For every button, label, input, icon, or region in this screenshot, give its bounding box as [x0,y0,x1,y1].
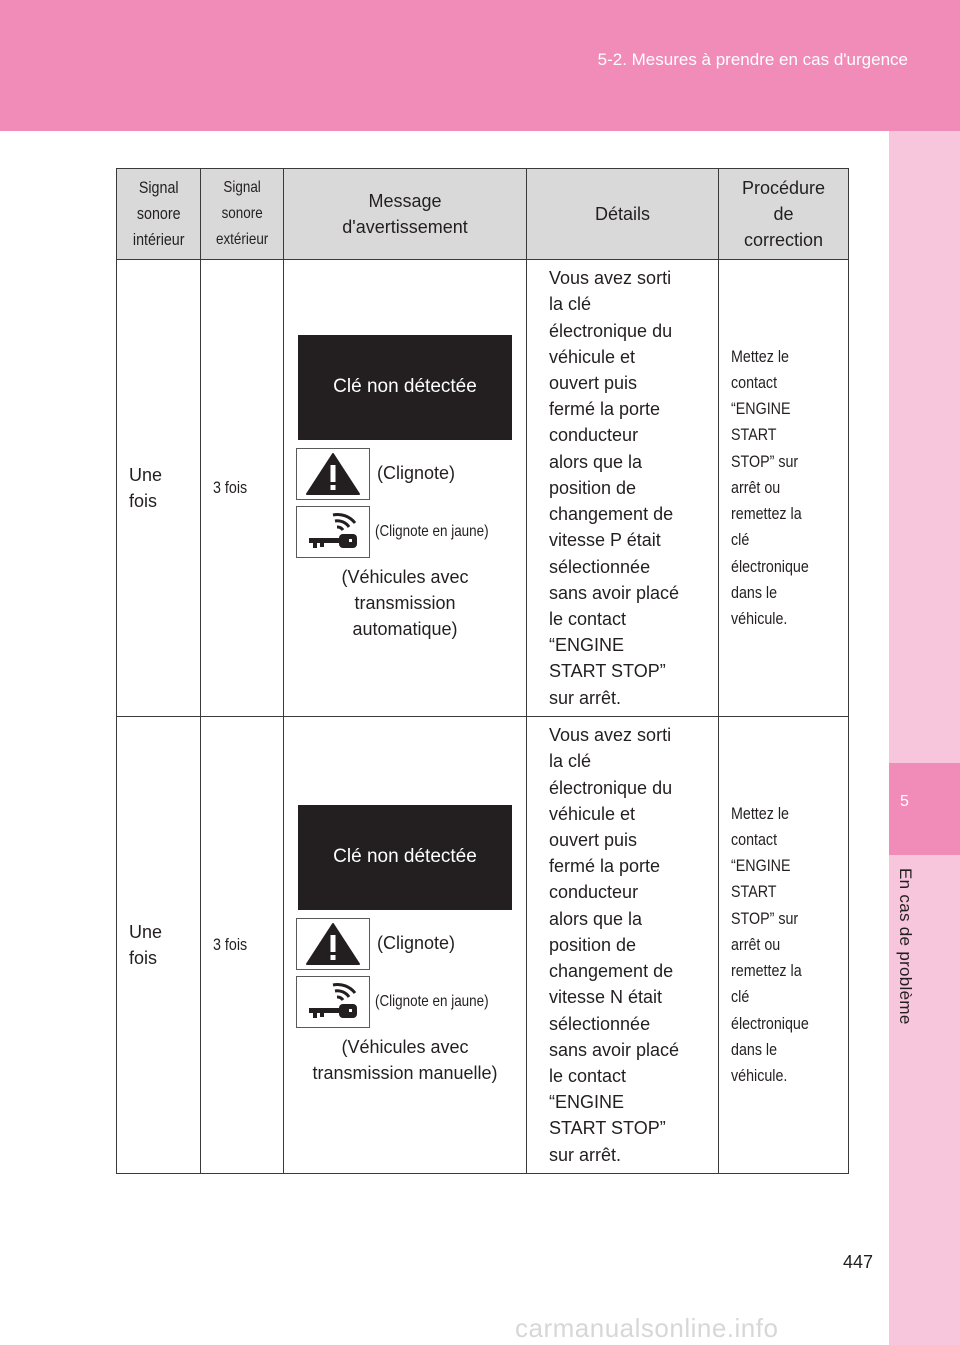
chapter-title: En cas de problème [896,868,915,1025]
details-cell: Vous avez sorti la clé électronique du véhicule et ouvert puis fermé la porte conducteur alors que la position de changement de vitesse P était sélectionnée sans avoir placé le contact “ENGINE START STOP” sur arrêt. [527,260,719,717]
key-not-detected-icon [296,506,370,558]
indicator-yellow-label: (Clignote en jaune) [375,522,489,540]
procedure-cell: Mettez le contact “ENGINE START STOP” sur arrêt ou remettez la clé électronique dans le véhicule. [719,717,849,1174]
exterior-signal-cell: 3 fois [201,717,284,1174]
header-exterior-signal: Signal sonore extérieur [201,169,284,260]
header-warning-message: Message d'avertissement [284,169,527,260]
vehicle-note: (Véhicules avec transmission automatique) [341,566,469,639]
warning-triangle-icon [296,918,370,970]
section-title: 5-2. Mesures à prendre en cas d'urgence [597,50,908,69]
exterior-signal-cell: 3 fois [201,260,284,717]
header-details: Détails [527,169,719,260]
chapter-number: 5 [900,793,909,810]
warning-table [116,168,849,1174]
indicator-yellow-label: (Clignote en jaune) [375,992,489,1010]
header-interior-signal: Signal sonore intérieur [117,169,201,260]
table-row [117,717,849,1174]
details-cell: Vous avez sorti la clé électronique du véhicule et ouvert puis fermé la porte conducteur alors que la position de changement de vitesse N était sélectionnée sans avoir placé le contact “ENGINE START STOP” sur arrêt. [527,717,719,1174]
display-screen [298,335,512,440]
header-procedure: Procédure de correction [719,169,849,260]
table-row [117,260,849,717]
vehicle-note: (Véhicules avec transmission manuelle) [312,1036,498,1083]
interior-signal-cell: Une fois [117,260,201,717]
indicator-flash-label: (Clignote) [377,463,456,483]
warning-message-cell [284,717,527,1174]
display-screen [298,805,512,910]
screen-text: Clé non détectée [333,846,477,867]
procedure-cell: Mettez le contact “ENGINE START STOP” sur arrêt ou remettez la clé électronique dans le véhicule. [719,260,849,717]
key-not-detected-icon [296,976,370,1028]
warning-message-cell [284,260,527,717]
table-header-row [117,169,849,260]
page-number: 447 [843,1252,874,1272]
screen-text: Clé non détectée [333,376,477,397]
interior-signal-cell: Une fois [117,717,201,1174]
warning-triangle-icon [296,448,370,500]
watermark-link[interactable]: carmanualsonline.info [515,1313,779,1343]
indicator-flash-label: (Clignote) [377,933,456,953]
